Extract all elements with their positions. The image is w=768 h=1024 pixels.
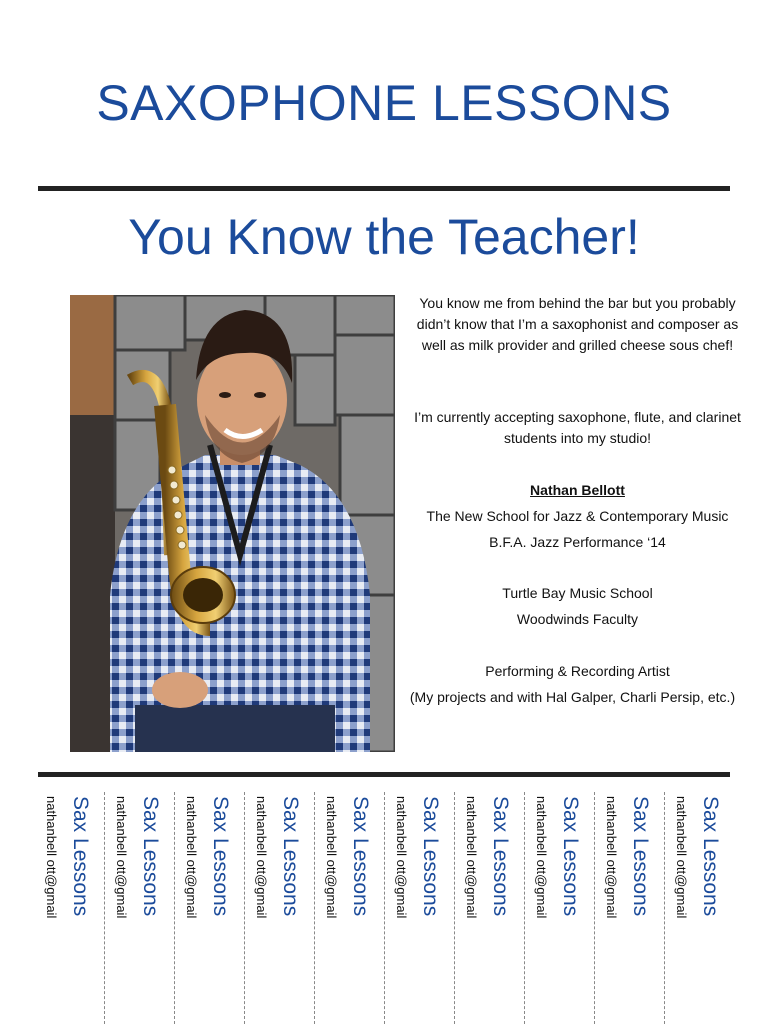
tab-cut-line	[664, 792, 665, 1024]
tear-off-tab[interactable]	[178, 780, 248, 1024]
tab-title: Sax Lessons	[489, 796, 512, 917]
tear-off-tab[interactable]	[108, 780, 178, 1024]
tab-title: Sax Lessons	[349, 796, 372, 917]
bio-intro: You know me from behind the bar but you probably didn’t know that I’m a saxophonist and composer as well as milk provider and grilled cheese sous chef!	[416, 295, 739, 353]
teacher-name: Nathan Bellott	[530, 482, 625, 498]
tab-email: nathanbell ott@gmail	[674, 796, 689, 919]
tab-email: nathanbell ott@gmail	[44, 796, 59, 919]
tab-cut-line	[244, 792, 245, 1024]
tab-title: Sax Lessons	[559, 796, 582, 917]
tab-cut-line	[174, 792, 175, 1024]
tab-email: nathanbell ott@gmail	[254, 796, 269, 919]
tab-title: Sax Lessons	[139, 796, 162, 917]
role-line: Woodwinds Faculty	[516, 611, 639, 627]
tab-title: Sax Lessons	[419, 796, 442, 917]
page-title: SAXOPHONE LESSONS	[96, 75, 672, 131]
bio-accepting: I’m currently accepting saxophone, flute, and clarinet students into my studio!	[414, 409, 741, 446]
school-line: The New School for Jazz & Contemporary Music	[426, 508, 729, 524]
tab-email: nathanbell ott@gmail	[184, 796, 199, 919]
tab-title: Sax Lessons	[699, 796, 722, 917]
projects-line: (My projects and with Hal Galper, Charli Persip, etc.)	[409, 689, 736, 705]
tear-off-tab[interactable]	[668, 780, 738, 1024]
tear-off-tab[interactable]	[528, 780, 598, 1024]
tab-title: Sax Lessons	[279, 796, 302, 917]
bottom-divider	[38, 772, 730, 777]
tab-title: Sax Lessons	[209, 796, 232, 917]
school-2-line: Turtle Bay Music School	[502, 585, 653, 601]
tab-email: nathanbell ott@gmail	[394, 796, 409, 919]
tab-email: nathanbell ott@gmail	[604, 796, 619, 919]
artist-line: Performing & Recording Artist	[485, 663, 670, 679]
tear-off-tab[interactable]	[598, 780, 668, 1024]
tab-email: nathanbell ott@gmail	[114, 796, 129, 919]
tear-off-tab[interactable]	[388, 780, 458, 1024]
tear-off-tab[interactable]	[38, 780, 108, 1024]
tear-off-tab[interactable]	[458, 780, 528, 1024]
tab-email: nathanbell ott@gmail	[534, 796, 549, 919]
tab-cut-line	[594, 792, 595, 1024]
page-subtitle: You Know the Teacher!	[128, 209, 640, 265]
tab-title: Sax Lessons	[69, 796, 92, 917]
tab-email: nathanbell ott@gmail	[324, 796, 339, 919]
tab-cut-line	[454, 792, 455, 1024]
tear-off-tab[interactable]	[248, 780, 318, 1024]
tab-title: Sax Lessons	[629, 796, 652, 917]
tab-cut-line	[314, 792, 315, 1024]
tab-email: nathanbell ott@gmail	[464, 796, 479, 919]
tab-cut-line	[524, 792, 525, 1024]
tab-cut-line	[104, 792, 105, 1024]
degree-line: B.F.A. Jazz Performance ‘14	[489, 534, 666, 550]
top-divider	[38, 186, 730, 191]
tear-off-tab[interactable]	[318, 780, 388, 1024]
tab-cut-line	[384, 792, 385, 1024]
teacher-photo	[70, 295, 395, 752]
